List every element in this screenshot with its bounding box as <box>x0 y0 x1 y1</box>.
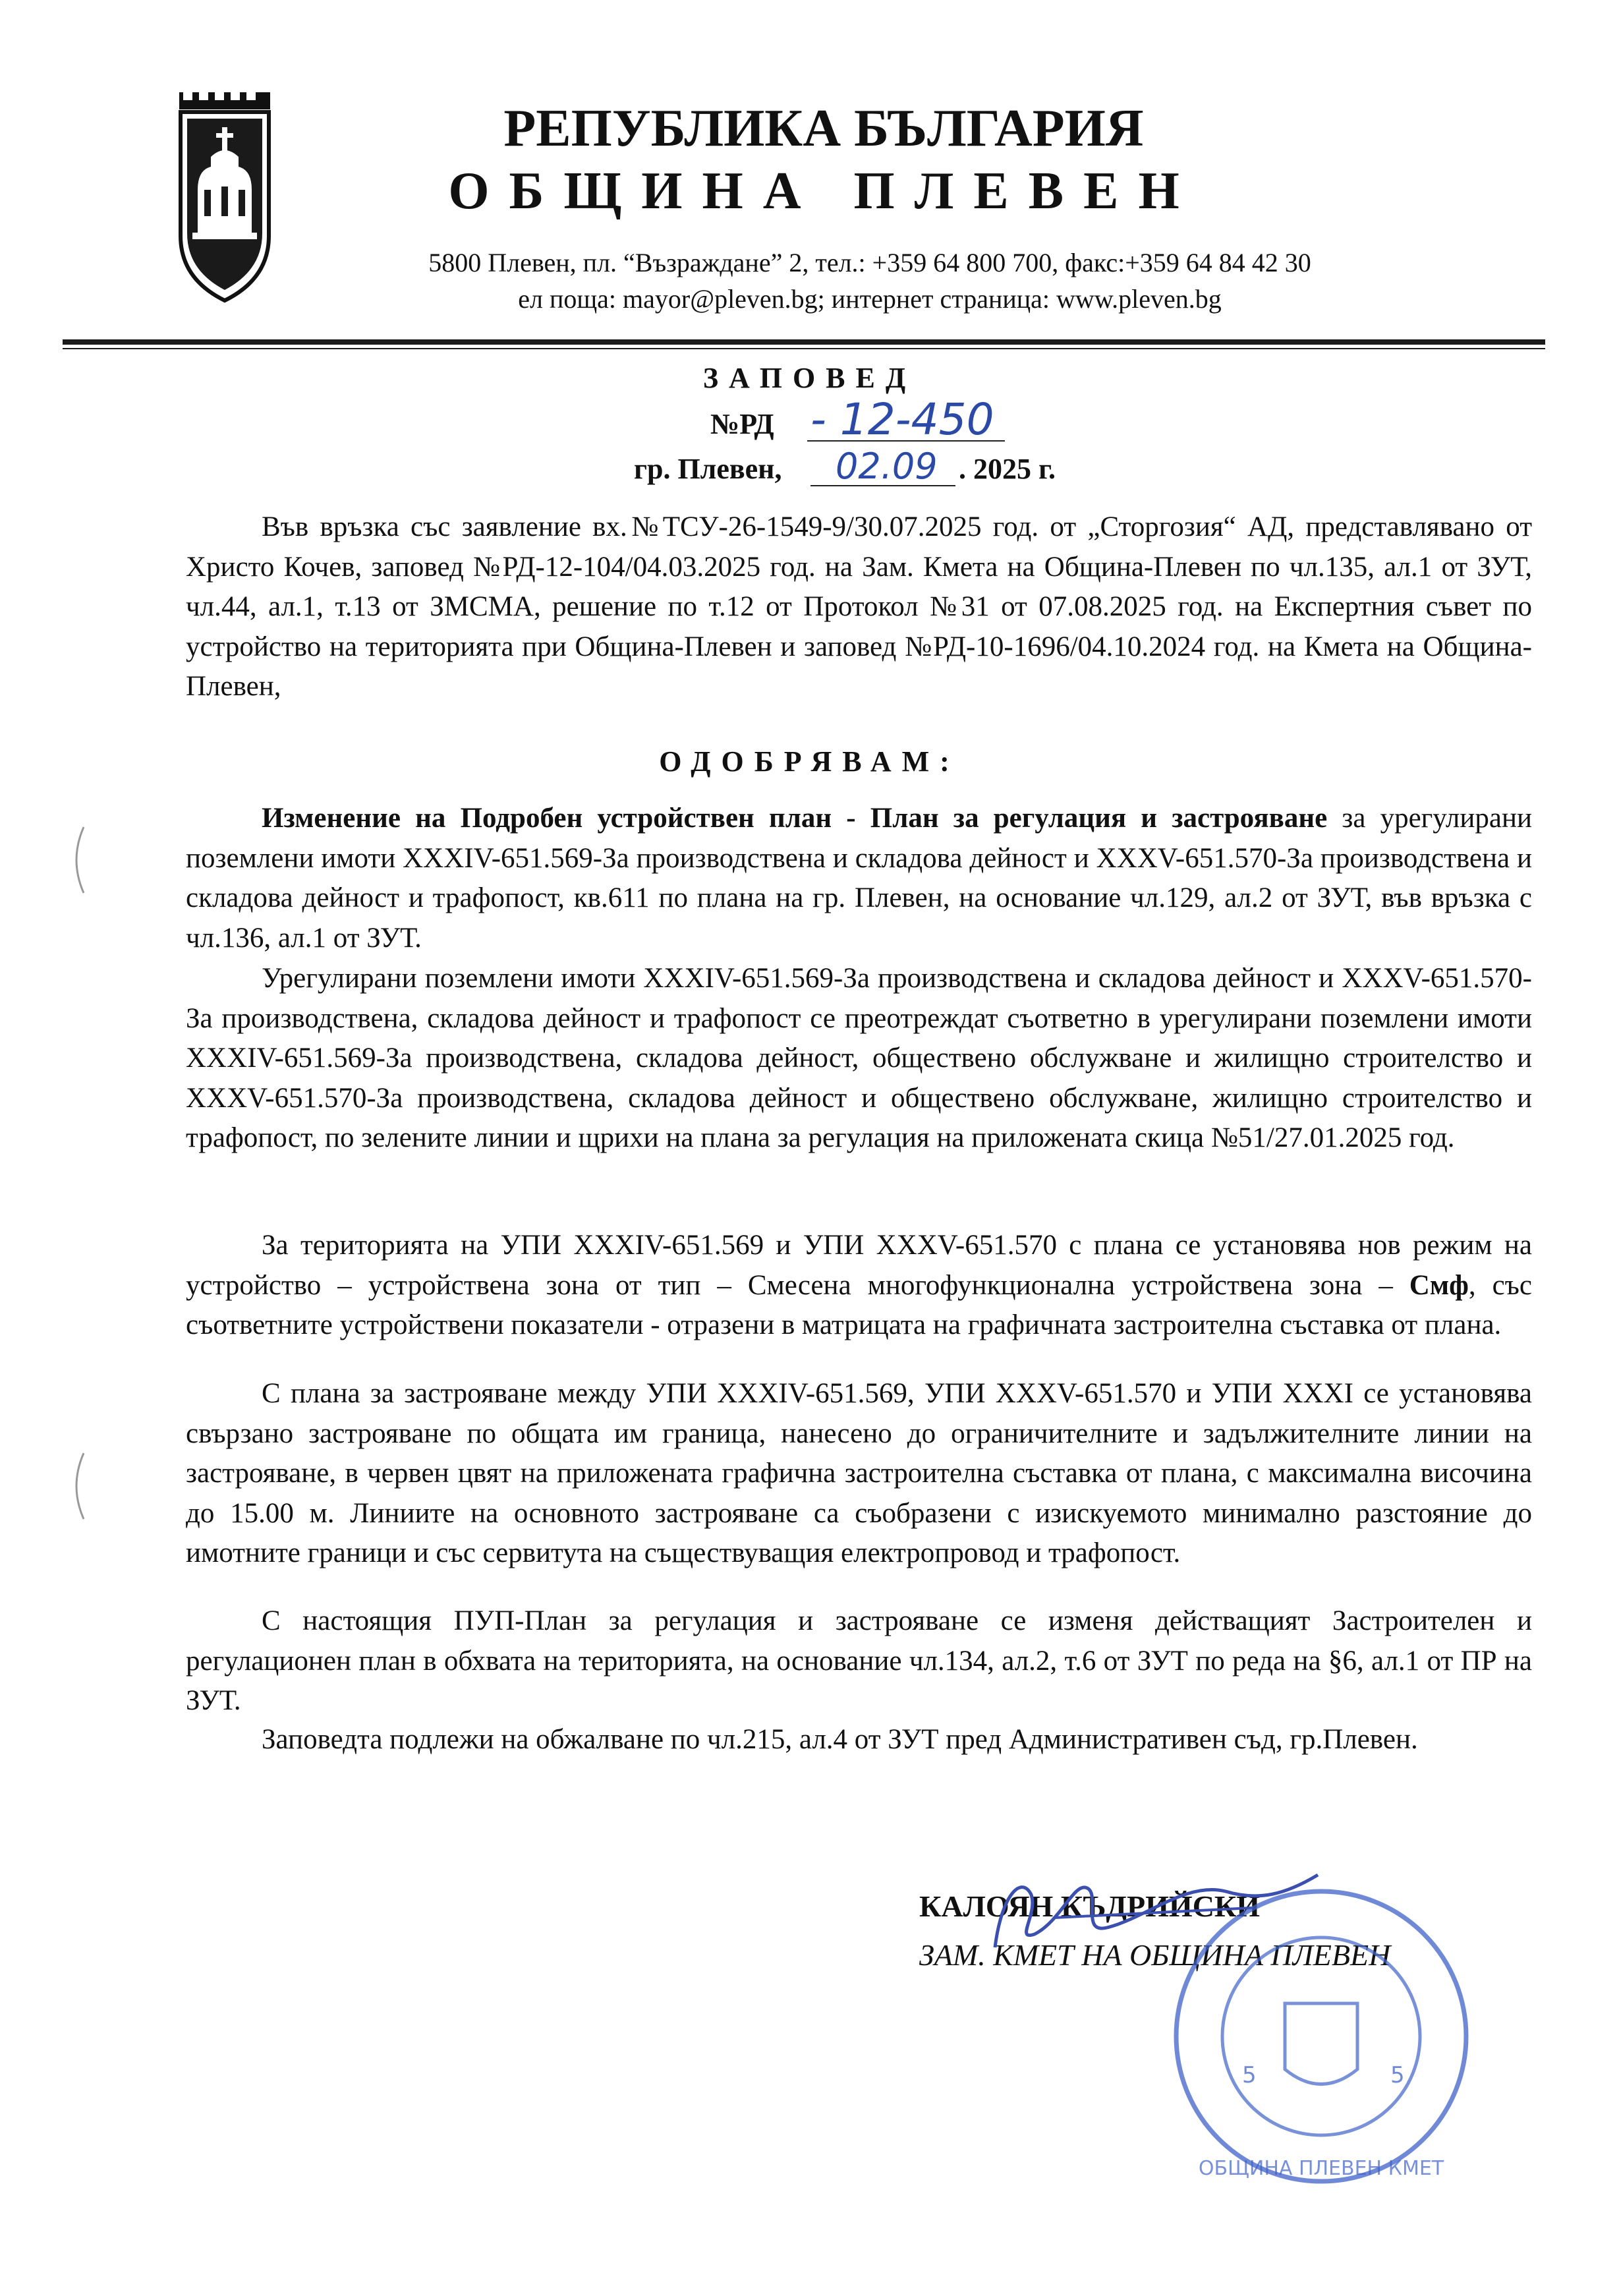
country-title: РЕПУБЛИКА БЪЛГАРИЯ <box>503 100 1144 158</box>
order-city-label: гр. Плевен, <box>634 453 782 485</box>
signer-title: ЗАМ. КМЕТ НА ОБЩИНА ПЛЕВЕН <box>919 1938 1391 1972</box>
municipality-title: ОБЩИНА ПЛЕВЕН <box>448 162 1199 220</box>
paragraph-3-bold: Смф <box>1409 1269 1469 1301</box>
official-stamp-icon <box>1156 1872 1486 2201</box>
stamp-digit-left: 5 <box>1242 2062 1257 2088</box>
paragraph-1-text: за урегулирани поземлени имоти XXXIV-651.569-За производствена и складова дейност и XXXV-651.570-За производствена и складова дейност и трафопост, кв.611 по плана на гр. Плевен, на основание чл.129, ал.2 от ЗУТ, във връзка с чл.136, ал.1 от ЗУТ. <box>186 803 1532 954</box>
paragraph-1 <box>186 799 1532 958</box>
order-title: ЗАПОВЕД <box>702 362 917 394</box>
order-number-label: №РД <box>710 408 774 440</box>
punch-hole-icon <box>67 824 87 896</box>
order-year: . 2025 г. <box>959 453 1056 485</box>
stamp-digit-right: 5 <box>1390 2062 1405 2088</box>
paragraph-5: С настоящия ПУП-План за регулация и застрояване се изменя действащият Застроителен и регулационен план в обхвата на територията, на основание чл.134, ал.2, т.6 от ЗУТ по реда на §6, ал.1 от ПР на ЗУТ. <box>186 1605 1532 1716</box>
punch-hole-icon <box>67 1450 87 1522</box>
paragraph-2: Урегулирани поземлени имоти XXXIV-651.569-За производствена и складова дейност и XXXV-651.570-За производствена, складова дейност и трафопост се преотреждат съответно в урегулирани поземлени имоти XXXIV-651.569-За производствена, складова дейност, обществено обслужване и жилищно строителство и XXXV-651.570-За производствена, складова дейност и обществено обслужване, жилищно строителство и трафопост, по зелените линии и щрихи на плана за регулация на приложената скица №51/27.01.2025 год. <box>186 963 1532 1153</box>
paragraph-3-text-b: , със съответните устройствени показатели - отразени в матрицата на графичната застроителна съставка от плана. <box>186 1269 1532 1340</box>
paragraph-6: Заповедта подлежи на обжалване по чл.215, ал.4 от ЗУТ пред Административен съд, гр.Плевен. <box>262 1724 1418 1755</box>
stamp-text: ОБЩИНА ПЛЕВЕН КМЕТ <box>1198 2157 1444 2180</box>
address-line: 5800 Плевен, пл. “Възраждане” 2, тел.: +359 64 800 700, факс:+359 64 84 42 30 <box>428 248 1311 277</box>
paragraph-4: С плана за застрояване между УПИ XXXIV-651.569, УПИ XXXV-651.570 и УПИ XXXI се установява свързано застрояване по общата им граница, нанесено до ограничителните и задължителните линии на застрояване, в червен цвят на приложената графична застроителна съставка от плана, с максимална височина до 15.00 м. Линиите на основното застрояване са съобразени с изискуемото минимално разстояние до имотните граници и със сервитута на съществуващия електропровод и трафопост. <box>186 1378 1532 1568</box>
coat-of-arms-icon <box>178 91 271 303</box>
intro-paragraph: Във връзка със заявление вх.№ТСУ-26-1549-9/30.07.2025 год. от „Сторгозия“ АД, представлявано от Христо Кочев, заповед №РД-12-104/04.03.2025 год. на Зам. Кмета на Община-Плевен по чл.135, ал.1 от ЗУТ, чл.44, ал.1, т.13 от ЗМСМА, решение по т.12 от Протокол №31 от 07.08.2025 год. на Експертния съвет по устройство на територията при Община-Плевен и заповед №РД-10-1696/04.10.2024 год. на Кмета на Община-Плевен, <box>186 511 1532 702</box>
contacts-line: ел поща: mayor@pleven.bg; интернет страница: www.pleven.bg <box>518 284 1222 314</box>
paragraph-1-bold: Изменение на Подробен устройствен план - План за регулация и застрояване <box>262 803 1328 834</box>
header-divider-thin <box>63 348 1545 349</box>
paragraph-3-text-a: За територията на УПИ XXXIV-651.569 и УПИ XXXV-651.570 с плана се установява нов режим на устройство – устройствена зона от тип – Смесена многофункционална устройствена зона – <box>186 1230 1532 1301</box>
header-divider <box>63 339 1545 345</box>
order-number-handwritten: - 12-450 <box>810 394 994 445</box>
order-date-handwritten: 02.09 <box>836 445 938 487</box>
paragraph-3 <box>186 1226 1532 1346</box>
signer-name: КАЛОЯН КЪДРИЙСКИ <box>919 1889 1261 1923</box>
approve-heading: ОДОБРЯВАМ: <box>659 745 960 778</box>
